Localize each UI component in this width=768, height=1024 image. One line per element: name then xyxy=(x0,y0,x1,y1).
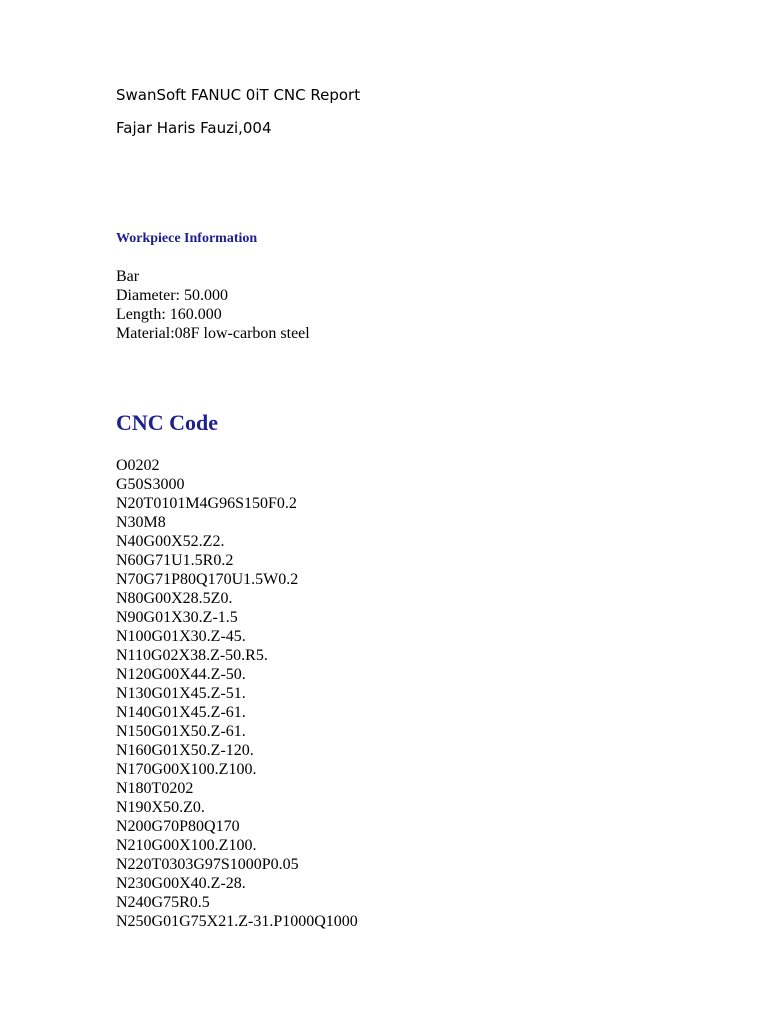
code-line: N130G01X45.Z-51. xyxy=(116,685,246,702)
code-line: N150G01X50.Z-61. xyxy=(116,723,246,740)
code-line: G50S3000 xyxy=(116,476,185,493)
workpiece-material: Material:08F low-carbon steel xyxy=(116,325,310,342)
code-line: N70G71P80Q170U1.5W0.2 xyxy=(116,571,299,588)
code-line: N200G70P80Q170 xyxy=(116,818,240,835)
code-line: N220T0303G97S1000P0.05 xyxy=(116,856,299,873)
code-line: N190X50.Z0. xyxy=(116,799,205,816)
code-line: N210G00X100.Z100. xyxy=(116,837,257,854)
workpiece-info-list xyxy=(116,267,310,343)
report-title: SwanSoft FANUC 0iT CNC Report xyxy=(116,86,361,104)
code-line: N140G01X45.Z-61. xyxy=(116,704,246,721)
code-line: N100G01X30.Z-45. xyxy=(116,628,246,645)
code-line: N170G00X100.Z100. xyxy=(116,761,257,778)
code-line: N160G01X50.Z-120. xyxy=(116,742,254,759)
code-line: N40G00X52.Z2. xyxy=(116,533,225,550)
code-line: N230G00X40.Z-28. xyxy=(116,875,246,892)
workpiece-shape: Bar xyxy=(116,268,140,285)
code-line: N180T0202 xyxy=(116,780,194,797)
code-line: N20T0101M4G96S150F0.2 xyxy=(116,495,297,512)
code-line: N90G01X30.Z-1.5 xyxy=(116,609,238,626)
code-line: N110G02X38.Z-50.R5. xyxy=(116,647,268,664)
code-line: N240G75R0.5 xyxy=(116,894,210,911)
code-line: N80G00X28.5Z0. xyxy=(116,590,233,607)
cnc-code-list xyxy=(116,456,358,931)
code-line: N30M8 xyxy=(116,514,166,531)
code-line: N250G01G75X21.Z-31.P1000Q1000 xyxy=(116,913,358,930)
code-line: N60G71U1.5R0.2 xyxy=(116,552,234,569)
workpiece-heading: Workpiece Information xyxy=(116,231,258,246)
code-line: N120G00X44.Z-50. xyxy=(116,666,246,683)
code-line: O0202 xyxy=(116,457,160,474)
author-line: Fajar Haris Fauzi,004 xyxy=(116,119,272,137)
workpiece-length: Length: 160.000 xyxy=(116,306,222,323)
workpiece-diameter: Diameter: 50.000 xyxy=(116,287,228,304)
cnc-code-heading: CNC Code xyxy=(116,410,219,435)
